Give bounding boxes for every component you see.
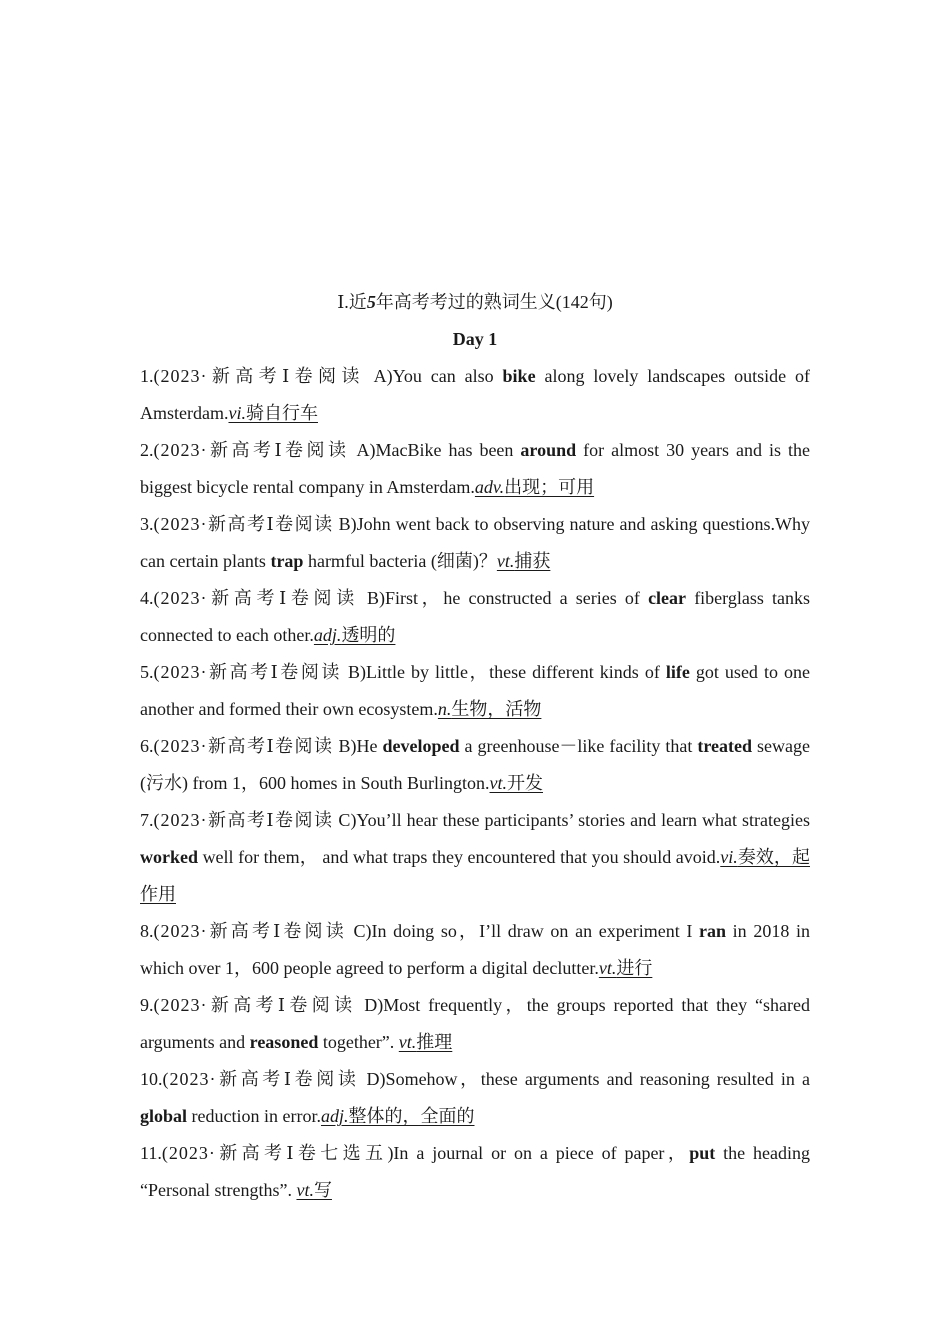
heading-prefix: Ⅰ.近	[337, 292, 367, 312]
answer	[599, 958, 653, 978]
keyword: developed	[382, 736, 460, 756]
keyword: trap	[270, 551, 304, 571]
keyword: global	[140, 1106, 188, 1126]
sentence-text: A)You can also	[364, 366, 503, 386]
sentence-item	[140, 913, 810, 987]
sentence-text: A)MacBike has been	[349, 440, 521, 460]
heading-suffix: 年高考考过的熟词生义(142句)	[375, 292, 613, 312]
answer	[314, 625, 396, 645]
answer	[321, 1106, 475, 1126]
keyword: around	[520, 440, 577, 460]
sentence-text: fiberglass tanks connected to each other.	[140, 588, 810, 645]
sentence-text: got used to one another and formed their own ecosystem.	[140, 662, 810, 719]
part-of-speech: vi.	[720, 847, 738, 867]
sentence-text: well for them， and what traps they encountered that you should avoid.	[198, 847, 721, 867]
item-source: (2023·新高考Ⅰ卷阅读	[153, 662, 342, 682]
keyword: treated	[697, 736, 753, 756]
item-number: 4.	[140, 588, 154, 608]
sentence-text: sewage (污水) from 1，600 homes in South Burlington.	[140, 736, 810, 793]
sentence-text: along lovely landscapes outside of Amsterdam.	[140, 366, 810, 423]
sentence-item	[140, 1135, 810, 1209]
item-number: 9.	[140, 995, 154, 1015]
sentence-item	[140, 580, 810, 654]
sentence-text: B)He	[333, 736, 383, 756]
meaning: 骑自行车	[245, 403, 318, 423]
part-of-speech: vt.	[489, 773, 507, 793]
section-heading	[140, 284, 810, 320]
heading-number: 5	[366, 292, 376, 312]
meaning: 整体的，全面的	[348, 1106, 475, 1126]
item-source: (2023·新高考Ⅰ卷阅读	[153, 588, 359, 608]
meaning: 捕获	[514, 551, 551, 571]
item-number: 3.	[140, 514, 154, 534]
answer	[490, 773, 544, 793]
meaning: 进行	[616, 958, 653, 978]
sentence-text: )In a journal or on a piece of paper，	[387, 1143, 690, 1163]
sentence-item	[140, 654, 810, 728]
sentence-item	[140, 506, 810, 580]
day-label: Day 1	[452, 329, 498, 349]
sentence-text: B)First，he constructed a series of	[358, 588, 649, 608]
keyword: put	[689, 1143, 716, 1163]
part-of-speech: adj.	[320, 1106, 349, 1126]
keyword: reasoned	[249, 1032, 319, 1052]
item-source: (2023·新高考Ⅰ卷阅读	[153, 921, 347, 941]
item-source: (2023·新高考Ⅰ卷阅读	[162, 1069, 360, 1089]
sentence-item	[140, 432, 810, 506]
sentence-text: C)In doing so，I’ll draw on an experiment I	[346, 921, 700, 941]
item-source: (2023·新高考Ⅰ卷阅读	[153, 366, 365, 386]
keyword: ran	[699, 921, 727, 941]
part-of-speech: vt.	[398, 1032, 417, 1052]
sentence-text: together”.	[318, 1032, 399, 1052]
part-of-speech: vi.	[228, 403, 246, 423]
part-of-speech: vt.	[296, 1180, 314, 1200]
answer	[228, 403, 318, 423]
item-number: 11.	[140, 1143, 162, 1163]
meaning: 生物，活物	[451, 699, 542, 719]
answer	[296, 1180, 332, 1200]
item-number: 1.	[140, 366, 154, 386]
document-page	[140, 284, 810, 1209]
sentence-text: D)Most frequently，the groups reported that they “shared arguments and	[140, 995, 810, 1052]
item-number: 2.	[140, 440, 154, 460]
keyword: worked	[140, 847, 198, 867]
answer	[438, 699, 542, 719]
meaning: 奏效，起作用	[140, 847, 810, 904]
sentence-item	[140, 728, 810, 802]
part-of-speech: adv.	[474, 477, 505, 497]
item-number: 8.	[140, 921, 154, 941]
meaning: 透明的	[341, 625, 396, 645]
sentence-text: the heading “Personal strengths”.	[140, 1143, 810, 1200]
sentence-text: B)Little by little，these different kinds of	[341, 662, 666, 682]
sentence-item	[140, 802, 810, 913]
sentence-text: C)You’ll hear these participants’ stories and learn what strategies	[333, 810, 810, 830]
meaning: 开发	[507, 773, 543, 793]
part-of-speech: adj.	[313, 625, 342, 645]
item-number: 7.	[140, 810, 154, 830]
keyword: life	[665, 662, 690, 682]
part-of-speech: n.	[437, 699, 452, 719]
item-number: 10.	[140, 1069, 163, 1089]
meaning: 写	[313, 1180, 332, 1200]
answer	[475, 477, 594, 497]
sentence-text: in 2018 in which over 1，600 people agreed to perform a digital declutter.	[140, 921, 810, 978]
keyword: clear	[648, 588, 687, 608]
sentence-item	[140, 1061, 810, 1135]
item-source: (2023·新高考Ⅰ卷阅读	[153, 810, 334, 830]
sentence-text: harmful bacteria (细菌)？	[303, 551, 497, 571]
answer	[399, 1032, 453, 1052]
item-source: (2023·新高考Ⅰ卷七选五	[161, 1143, 388, 1163]
item-source: (2023·新高考Ⅰ卷阅读	[153, 514, 334, 534]
sentence-text: a greenhouse－like facility that	[459, 736, 698, 756]
meaning: 出现；可用	[504, 477, 595, 497]
sentence-text: for almost 30 years and is the biggest bicycle rental company in Amsterdam.	[140, 440, 810, 497]
part-of-speech: vt.	[496, 551, 515, 571]
sentence-text: B)John went back to observing nature and asking questions.Why can certain plants	[140, 514, 810, 571]
item-source: (2023·新高考Ⅰ卷阅读	[153, 440, 350, 460]
sentence-item	[140, 358, 810, 432]
sentence-text: reduction in error.	[187, 1106, 321, 1126]
answer	[497, 551, 551, 571]
keyword: bike	[502, 366, 536, 386]
part-of-speech: vt.	[598, 958, 617, 978]
item-source: (2023·新高考Ⅰ卷阅读	[153, 995, 357, 1015]
item-source: (2023·新高考Ⅰ卷阅读	[153, 736, 334, 756]
sentence-item	[140, 987, 810, 1061]
meaning: 推理	[416, 1032, 453, 1052]
item-number: 5.	[140, 662, 154, 682]
sentence-text: D)Somehow，these arguments and reasoning resulted in a	[359, 1069, 810, 1089]
sentence-list	[140, 358, 810, 1209]
item-number: 6.	[140, 736, 154, 756]
